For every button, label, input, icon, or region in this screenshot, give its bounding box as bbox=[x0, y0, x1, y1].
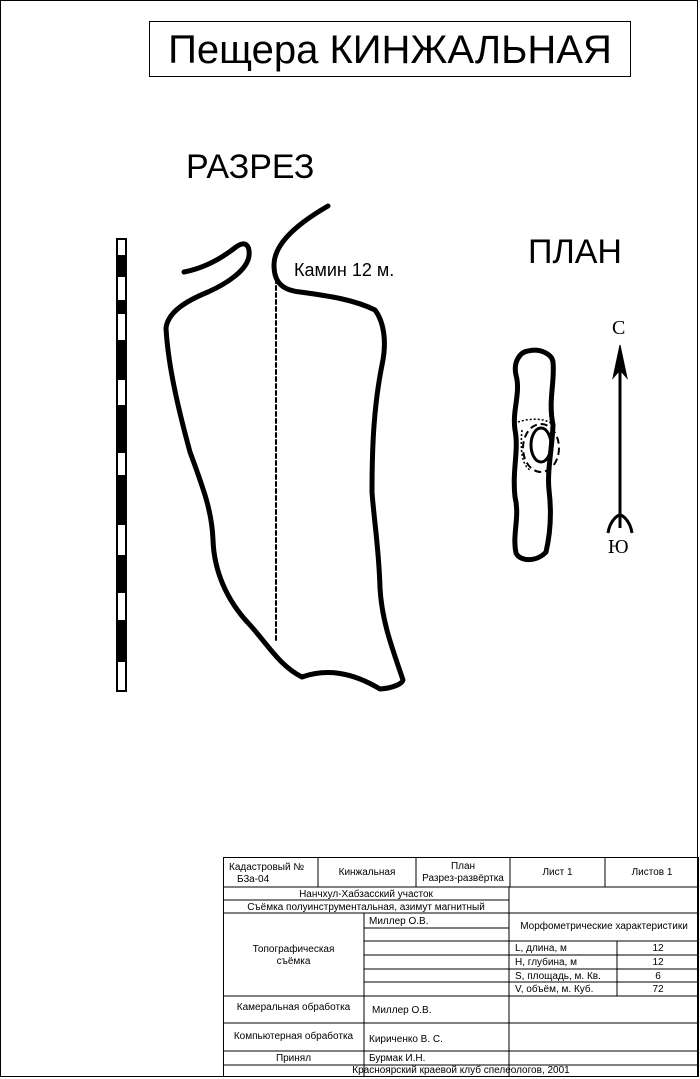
morpho-area-label: S, площадь, м. Кв. bbox=[515, 971, 601, 982]
morpho-length-value: 12 bbox=[652, 943, 664, 954]
plan-outline bbox=[514, 350, 559, 559]
cadastral-number: Б3а-04 bbox=[237, 874, 270, 885]
morpho-length-label: L, длина, м bbox=[515, 943, 567, 954]
topo-label-2: съёмка bbox=[276, 956, 311, 967]
cadastral-label: Кадастровый № bbox=[229, 862, 305, 873]
computer-processing-label: Компьютерная обработка bbox=[233, 1031, 354, 1042]
cave-name: Кинжальная bbox=[338, 867, 396, 878]
morpho-area-value: 6 bbox=[655, 971, 661, 982]
accepted-person: Бурмак И.Н. bbox=[369, 1053, 426, 1064]
north-arrow bbox=[608, 345, 632, 533]
morpho-volume-label: V, объём, м. Куб. bbox=[515, 984, 594, 995]
topo-person: Миллер О.В. bbox=[369, 916, 429, 927]
office-processing-person: Миллер О.В. bbox=[372, 1005, 432, 1016]
footer-club: Красноярский краевой клуб спелеологов, 2001 bbox=[352, 1065, 570, 1076]
computer-processing-person: Кириченко В. С. bbox=[369, 1034, 443, 1045]
sheet-number: Лист 1 bbox=[542, 867, 573, 878]
morpho-depth-label: H, глубина, м bbox=[515, 957, 577, 968]
morpho-depth-value: 12 bbox=[652, 957, 664, 968]
survey-method: Съёмка полуинструментальная, азимут магнитный bbox=[247, 902, 485, 913]
section-outline bbox=[166, 206, 403, 689]
scale-bar bbox=[117, 239, 126, 691]
morpho-volume-value: 72 bbox=[652, 984, 664, 995]
topo-label-1: Топографическая bbox=[252, 944, 335, 955]
south-label: Ю bbox=[608, 536, 629, 558]
map-title: Пещера КИНЖАЛЬНАЯ bbox=[149, 21, 631, 77]
sheet-type-section: Разрез-развёртка bbox=[422, 873, 504, 884]
chimney-label: Камин 12 м. bbox=[294, 260, 395, 280]
accepted-label: Принял bbox=[275, 1053, 312, 1064]
area-name: Нанчхул-Хабзасский участок bbox=[299, 889, 433, 900]
sheet-type-plan: План bbox=[450, 861, 476, 872]
office-processing-label: Камеральная обработка bbox=[236, 1002, 351, 1013]
section-heading: РАЗРЕЗ bbox=[186, 148, 315, 186]
sheets-total: Листов 1 bbox=[631, 867, 673, 878]
morpho-title: Морфометрические характеристики bbox=[520, 921, 688, 932]
plan-heading: ПЛАН bbox=[528, 233, 622, 271]
title-block-table bbox=[223, 857, 699, 1077]
north-label: С bbox=[612, 317, 626, 339]
